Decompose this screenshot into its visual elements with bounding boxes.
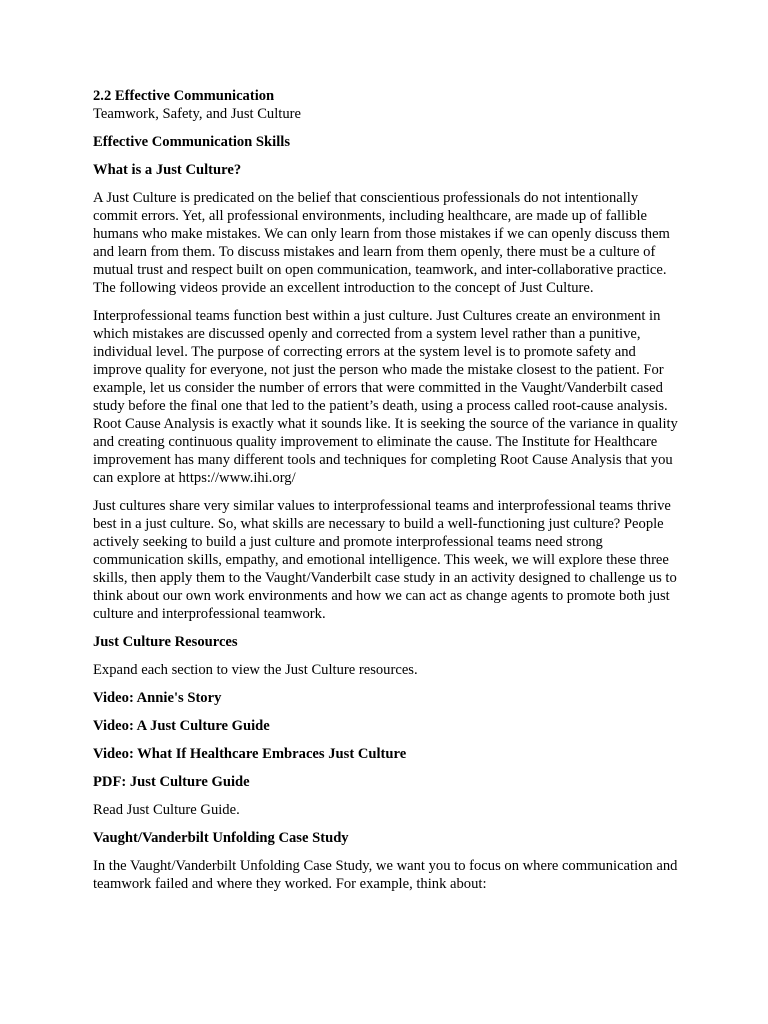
resources-intro: Expand each section to view the Just Culture resources.: [93, 662, 418, 678]
document-subtitle: Teamwork, Safety, and Just Culture: [93, 106, 301, 122]
resource-just-culture-guide-video[interactable]: Video: A Just Culture Guide: [93, 718, 270, 734]
resource-just-culture-guide-pdf[interactable]: PDF: Just Culture Guide: [93, 774, 250, 790]
section-heading: Effective Communication Skills: [93, 134, 291, 150]
paragraph-shared-values: Just cultures share very similar values to interprofessional teams and interprofessional teams thrive best in a just culture. So, what skills are necessary to build a well-functioning just culture? People actively seeking to build a just culture and promote interprofessional teams need strong communication skills, empathy, and emotional intelligence. This week, we will explore these three skills, then apply them to the Vaught/Vanderbilt case study in an activity designed to challenge us to think about our own work environments and how we can act as change agents to promote both just culture and interprofessional teamwork.: [93, 498, 677, 622]
resources-heading: Just Culture Resources: [93, 634, 238, 650]
case-study-paragraph: In the Vaught/Vanderbilt Unfolding Case Study, we want you to focus on where communication and teamwork failed and where they worked. For example, think about:: [93, 858, 678, 892]
paragraph-just-culture-definition: A Just Culture is predicated on the belief that conscientious professionals do not intentionally commit errors. Yet, all professional environments, including healthcare, are made up of fallible humans who make mistakes. We can only learn from those mistakes if we can openly discuss them and learn from them. To discuss mistakes and learn from them openly, there must be a culture of mutual trust and respect built on open communication, teamwork, and inter-collaborative practice. The following videos provide an excellent introduction to the concept of Just Culture.: [93, 190, 670, 296]
pdf-note: Read Just Culture Guide.: [93, 802, 240, 818]
document-page: [93, 87, 683, 903]
document-title: 2.2 Effective Communication: [93, 88, 275, 104]
paragraph-interprofessional-teams: Interprofessional teams function best within a just culture. Just Cultures create an environment in which mistakes are discussed openly and corrected from a system level rather than a punitive, individual level. The purpose of correcting errors at the system level is to promote safety and improve quality for everyone, not just the person who made the mistake closest to the patient. For example, let us consider the number of errors that were committed in the Vaught/Vanderbilt cased study before the final one that led to the patient’s death, using a process called root-cause analysis. Root Cause Analysis is exactly what it sounds like. It is seeking the source of the variance in quality and creating continuous quality improvement to eliminate the cause. The Institute for Healthcare improvement has many different tools and techniques for completing Root Cause Analysis that you can explore at https://www.ihi.org/: [93, 308, 678, 486]
question-heading: What is a Just Culture?: [93, 162, 242, 178]
case-study-heading: Vaught/Vanderbilt Unfolding Case Study: [93, 830, 349, 846]
resource-annies-story[interactable]: Video: Annie's Story: [93, 690, 222, 706]
resource-healthcare-embraces-video[interactable]: Video: What If Healthcare Embraces Just Culture: [93, 746, 407, 762]
